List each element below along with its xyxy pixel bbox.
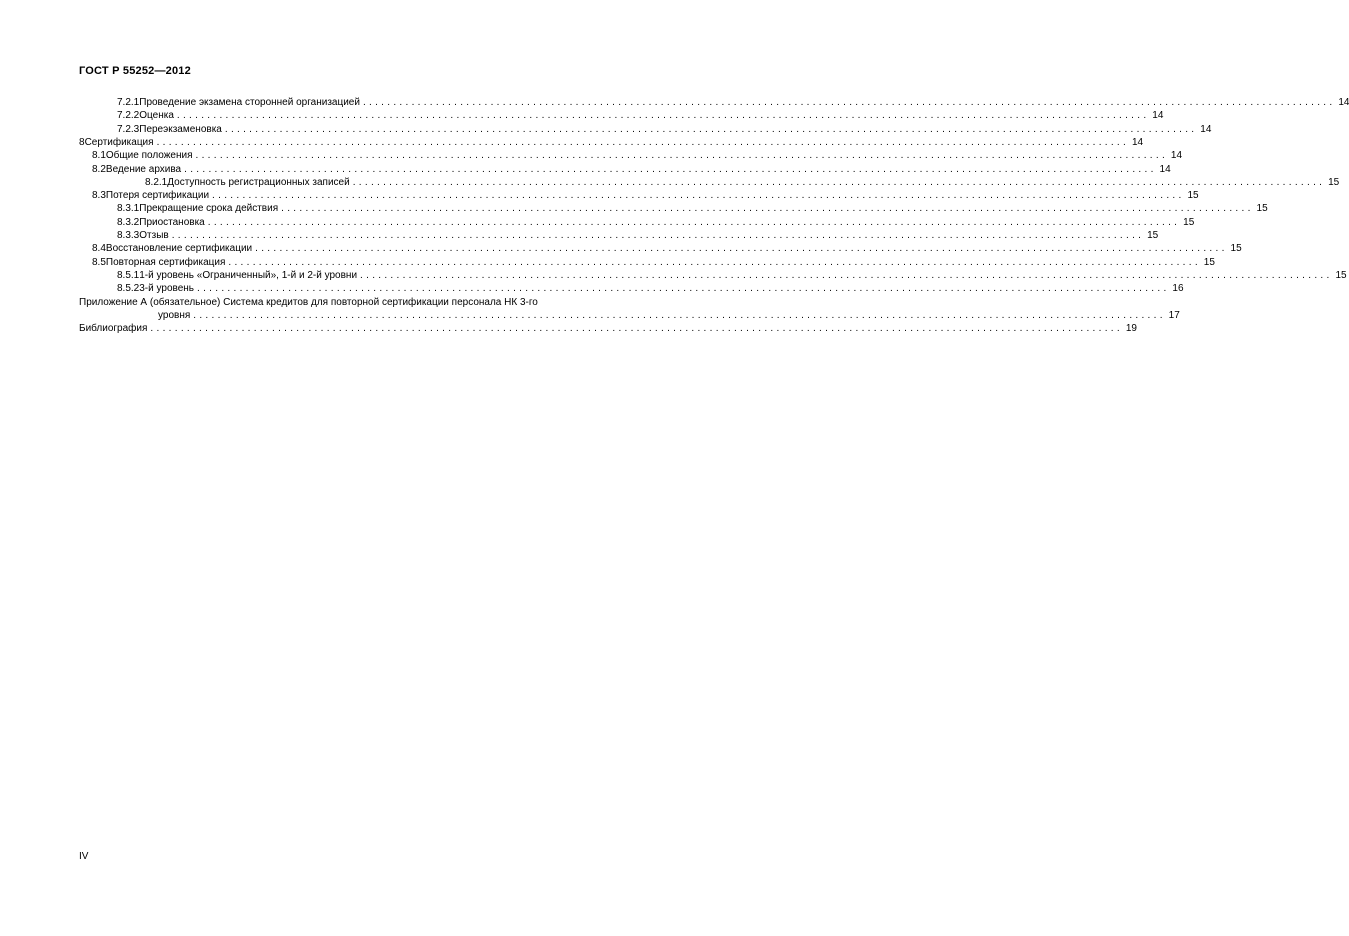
toc-entry-title: Приостановка [139, 216, 205, 228]
toc-entry-page: 17 [1168, 309, 1180, 321]
toc-entry [92, 256, 1215, 269]
toc-entry-number: 8.3.3 [117, 230, 140, 241]
toc-dot-leader: ................................................................................................................................................................ [362, 97, 1336, 108]
toc-entry-title: 3-й уровень [139, 283, 195, 295]
toc-entry-title: Проведение экзамена сторонней организацией [139, 97, 360, 108]
toc-entry-title: Повторная сертификация [105, 256, 226, 268]
toc-entry [92, 163, 1171, 176]
document-header: ГОСТ Р 55252—2012 [79, 65, 191, 77]
toc-entry-page: 15 [1147, 230, 1159, 241]
toc-dot-leader: ................................................................................................................................................................ [193, 309, 1166, 321]
page-number: IV [79, 851, 89, 862]
toc-entry-number: 8.3.1 [117, 203, 140, 215]
toc-entry [117, 282, 1184, 295]
toc-entry-page: 16 [1172, 283, 1184, 295]
toc-entry-number: 8.5.1 [117, 269, 140, 281]
toc-entry-title: Сертификация [84, 136, 154, 148]
toc-entry [117, 269, 1347, 282]
toc-entry [158, 309, 1180, 322]
toc-entry-title: Общие положения [105, 150, 193, 162]
toc-entry-title: Переэкзаменовка [139, 123, 222, 135]
toc-entry-page: 19 [1125, 323, 1137, 335]
toc-entry-page: 15 [1335, 269, 1347, 281]
toc-entry-title: Отзыв [139, 230, 169, 241]
toc-entry [117, 123, 1212, 136]
toc-entry-title: Оценка [139, 110, 174, 122]
toc-entry-title: Доступность регистрационных записей [167, 176, 350, 188]
toc-dot-leader: ................................................................................................................................................................ [212, 190, 1185, 202]
toc-dot-leader: ................................................................................................................................................................ [195, 150, 1169, 162]
toc-entry [79, 322, 1137, 335]
toc-entry [117, 109, 1164, 122]
toc-entry-page: 14 [1131, 136, 1144, 148]
toc-entry-title: Ведение архива [105, 163, 182, 175]
toc-entry [92, 149, 1183, 162]
toc-entry-number: 8.2 [92, 163, 106, 175]
toc-entry-number: 8 [79, 136, 85, 148]
toc-dot-leader: ................................................................................................................................................................ [156, 136, 1130, 148]
toc-entry-page: 15 [1203, 256, 1215, 268]
toc-entry [79, 136, 1144, 149]
toc-dot-leader: ................................................................................................................................................................ [197, 283, 1170, 295]
toc-entry [92, 189, 1199, 202]
toc-entry-page: 14 [1338, 97, 1349, 108]
toc-entry-page: 15 [1230, 243, 1242, 255]
toc-entry-number: 8.2.1 [145, 176, 168, 188]
toc-entry [145, 176, 1340, 189]
toc-entry-title: Восстановление сертификации [105, 243, 253, 255]
toc-entry-page: 14 [1170, 150, 1183, 162]
toc-entry-title: 1-й уровень «Ограниченный», 1-й и 2-й уровни [139, 269, 358, 281]
toc-dot-leader: ................................................................................................................................................................ [255, 243, 1228, 255]
toc-entry-page: 14 [1159, 163, 1171, 175]
toc-entry-page: 15 [1256, 203, 1268, 215]
toc-entry-title: Потеря сертификации [105, 190, 210, 202]
toc-entry [117, 229, 1159, 242]
toc-entry-number: 8.3 [92, 190, 106, 202]
toc-dot-leader: ................................................................................................................................................................ [224, 123, 1198, 135]
toc-entry-page: 14 [1200, 123, 1212, 135]
toc-entry [117, 216, 1195, 229]
toc-entry-page: 14 [1152, 110, 1164, 122]
toc-entry-page: 15 [1183, 216, 1195, 228]
toc-entry-page: 15 [1187, 190, 1199, 202]
toc-entry [92, 242, 1242, 255]
toc-entry-title: Прекращение срока действия [139, 203, 279, 215]
toc-entry-title: Приложение А (обязательное) Система кредитов для повторной сертификации персонала НК 3-го [79, 296, 538, 308]
toc-dot-leader: ................................................................................................................................................................ [176, 110, 1150, 122]
toc-entry-number: 8.4 [92, 243, 106, 255]
toc-entry-title: Библиография [79, 323, 148, 335]
toc-dot-leader: ................................................................................................................................................................ [184, 163, 1157, 175]
toc-entry-number: 7.2.2 [117, 110, 140, 122]
toc-entry-number: 8.5.2 [117, 283, 140, 295]
toc-entry-number: 8.1 [92, 150, 106, 162]
toc-entry [117, 202, 1268, 215]
toc-dot-leader: ................................................................................................................................................................ [352, 176, 1326, 188]
toc-dot-leader: ................................................................................................................................................................ [207, 216, 1181, 228]
toc-dot-leader: ................................................................................................................................................................ [281, 203, 1254, 215]
toc-dot-leader: ................................................................................................................................................................ [171, 230, 1145, 241]
toc-entry-page: 15 [1328, 176, 1340, 188]
toc-entry [79, 296, 614, 309]
toc-entry-title: уровня [158, 309, 191, 321]
toc-dot-leader: ................................................................................................................................................................ [360, 269, 1333, 281]
toc-dot-leader: ................................................................................................................................................................ [150, 323, 1123, 335]
toc-entry-number: 8.5 [92, 256, 106, 268]
toc-entry-number: 7.2.3 [117, 123, 140, 135]
toc-entry-number: 7.2.1 [117, 97, 140, 108]
toc-entry [117, 96, 1349, 109]
toc-entry-number: 8.3.2 [117, 216, 140, 228]
toc-dot-leader: ................................................................................................................................................................ [228, 256, 1201, 268]
